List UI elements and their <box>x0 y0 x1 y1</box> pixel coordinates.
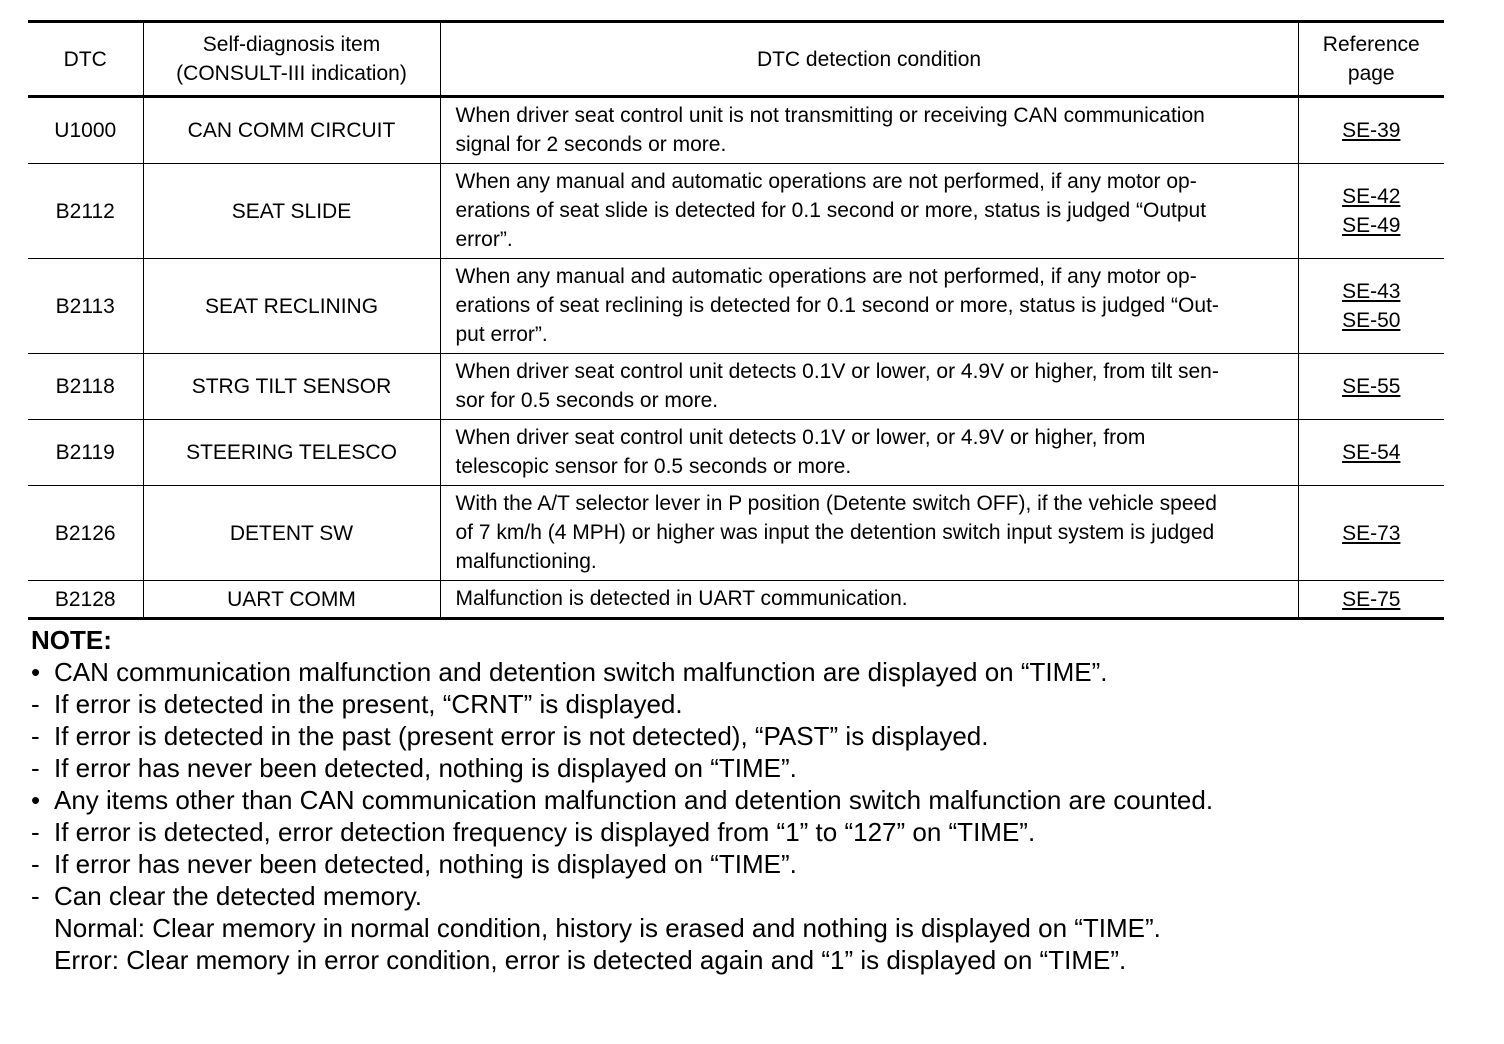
note-item <box>31 752 1444 784</box>
note-item <box>31 720 1444 752</box>
detection-condition <box>440 486 1298 581</box>
dash-marker: - <box>31 817 40 847</box>
condition-line: of 7 km/h (4 MPH) or higher was input the detention switch input system is judged <box>455 521 1215 544</box>
dtc-code: B2128 <box>28 581 143 619</box>
note-title: NOTE: <box>31 625 112 655</box>
condition-line: put error”. <box>455 323 548 346</box>
self-diagnosis-item: UART COMM <box>143 581 440 619</box>
reference-link[interactable]: SE-55 <box>1342 375 1401 398</box>
self-diagnosis-item: CAN COMM CIRCUIT <box>143 97 440 164</box>
header-item-line: Self-diagnosis item <box>202 33 381 56</box>
note-item <box>31 688 1444 720</box>
condition-line: When driver seat control unit detects 0.1V or lower, or 4.9V or higher, from tilt sen- <box>455 360 1219 383</box>
condition-line: With the A/T selector lever in P position (Detente switch OFF), if the vehicle speed <box>455 492 1217 515</box>
note-text: If error has never been detected, nothing is displayed on “TIME”. <box>54 849 797 879</box>
condition-line: sor for 0.5 seconds or more. <box>455 389 719 412</box>
note-section <box>28 624 1444 976</box>
note-text: If error is detected in the past (present error is not detected), “PAST” is displayed. <box>54 721 989 751</box>
condition-line: malfunctioning. <box>455 550 597 573</box>
condition-line: erations of seat reclining is detected for 0.1 second or more, status is judged “Out- <box>455 294 1219 317</box>
condition-line: erations of seat slide is detected for 0.1 second or more, status is judged “Output <box>455 199 1207 222</box>
dtc-code: B2113 <box>28 259 143 354</box>
self-diagnosis-item: SEAT SLIDE <box>143 164 440 259</box>
table-row <box>28 420 1444 486</box>
table-row <box>28 259 1444 354</box>
note-text: Error: Clear memory in error condition, error is detected again and “1” is displayed on “TIME”. <box>54 945 1127 975</box>
note-text: Normal: Clear memory in normal condition, history is erased and nothing is displayed on “TIME”. <box>54 913 1161 943</box>
dtc-code: B2112 <box>28 164 143 259</box>
reference-link[interactable]: SE-49 <box>1342 214 1401 237</box>
note-subitem <box>31 912 1444 944</box>
reference-page <box>1298 486 1444 581</box>
note-item <box>31 880 1444 912</box>
detection-condition <box>440 420 1298 486</box>
reference-link[interactable]: SE-54 <box>1342 441 1401 464</box>
self-diagnosis-item: DETENT SW <box>143 486 440 581</box>
condition-line: When any manual and automatic operations are not performed, if any motor op- <box>455 170 1197 193</box>
header-reference-page <box>1298 22 1444 97</box>
table-row <box>28 354 1444 420</box>
reference-link[interactable]: SE-42 <box>1342 185 1401 208</box>
dash-marker: - <box>31 849 40 879</box>
detection-condition <box>440 259 1298 354</box>
condition-line: Malfunction is detected in UART communication. <box>455 587 908 610</box>
condition-line: error”. <box>455 228 513 251</box>
detection-condition <box>440 354 1298 420</box>
header-dtc: DTC <box>28 22 143 97</box>
document-page <box>28 20 1444 976</box>
condition-line: When any manual and automatic operations are not performed, if any motor op- <box>455 265 1197 288</box>
note-item <box>31 816 1444 848</box>
reference-page <box>1298 581 1444 619</box>
dtc-code: B2119 <box>28 420 143 486</box>
detection-condition <box>440 164 1298 259</box>
reference-link[interactable]: SE-73 <box>1342 521 1401 545</box>
reference-page <box>1298 354 1444 420</box>
table-row <box>28 581 1444 619</box>
dtc-code: B2118 <box>28 354 143 420</box>
detection-condition <box>440 97 1298 164</box>
header-reference-line: page <box>1347 62 1395 85</box>
dash-marker: - <box>31 721 40 751</box>
dtc-table <box>28 20 1444 620</box>
table-row <box>28 486 1444 581</box>
note-text: If error is detected in the present, “CRNT” is displayed. <box>54 689 683 719</box>
bullet-marker: • <box>31 785 41 815</box>
table-header-row <box>28 22 1444 97</box>
condition-line: When driver seat control unit detects 0.1V or lower, or 4.9V or higher, from <box>455 426 1146 449</box>
table-row <box>28 164 1444 259</box>
dtc-table-body <box>28 97 1444 619</box>
self-diagnosis-item: STEERING TELESCO <box>143 420 440 486</box>
note-item <box>31 656 1444 688</box>
reference-page <box>1298 420 1444 486</box>
reference-link[interactable]: SE-50 <box>1342 309 1401 332</box>
dash-marker: - <box>31 881 40 911</box>
note-text: If error is detected, error detection frequency is displayed from “1” to “127” on “TIME”. <box>54 817 1036 847</box>
note-text: Any items other than CAN communication malfunction and detention switch malfunction are counted. <box>54 785 1214 815</box>
header-item-line: (CONSULT-III indication) <box>176 62 407 85</box>
reference-page <box>1298 164 1444 259</box>
condition-line: When driver seat control unit is not transmitting or receiving CAN communication <box>455 104 1205 127</box>
note-lines <box>31 656 1444 976</box>
header-self-diagnosis-item <box>143 22 440 97</box>
reference-link[interactable]: SE-39 <box>1342 119 1401 142</box>
reference-link[interactable]: SE-75 <box>1342 587 1401 611</box>
dtc-code: B2126 <box>28 486 143 581</box>
dtc-code: U1000 <box>28 97 143 164</box>
dash-marker: - <box>31 753 40 783</box>
detection-condition <box>440 581 1298 619</box>
note-text: CAN communication malfunction and detention switch malfunction are displayed on “TIME”. <box>54 657 1108 687</box>
reference-page <box>1298 259 1444 354</box>
note-text: If error has never been detected, nothing is displayed on “TIME”. <box>54 753 797 783</box>
note-item <box>31 848 1444 880</box>
self-diagnosis-item: STRG TILT SENSOR <box>143 354 440 420</box>
condition-line: telescopic sensor for 0.5 seconds or more. <box>455 455 852 478</box>
header-reference-line: Reference <box>1322 33 1420 56</box>
note-text: Can clear the detected memory. <box>54 881 423 911</box>
reference-link[interactable]: SE-43 <box>1342 280 1401 303</box>
self-diagnosis-item: SEAT RECLINING <box>143 259 440 354</box>
reference-page <box>1298 97 1444 164</box>
note-item <box>31 784 1444 816</box>
condition-line: signal for 2 seconds or more. <box>455 133 727 156</box>
table-row <box>28 97 1444 164</box>
header-detection-condition: DTC detection condition <box>440 22 1298 97</box>
bullet-marker: • <box>31 657 41 687</box>
note-subitem <box>31 944 1444 976</box>
dash-marker: - <box>31 689 40 719</box>
